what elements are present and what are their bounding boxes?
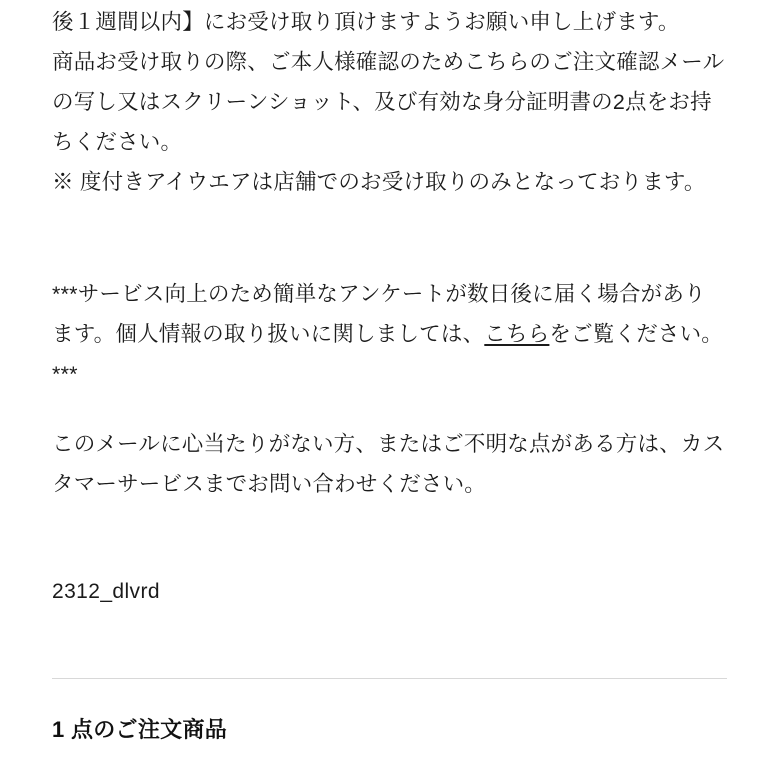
reference-code: 2312_dlvrd — [52, 580, 160, 603]
identification-paragraph: 商品お受け取りの際、ご本人様確認のためこちらのご注文確認メールの写し又はスクリーンショット、及び有効な身分証明書の2点をお持ちください。 — [52, 50, 725, 154]
spacer-after-survey-notice — [52, 394, 727, 424]
pickup-deadline-paragraph: 後１週間以内】にお受け取り頂けますようお願い申し上げます。 — [52, 10, 680, 34]
spacer-before-reference-code — [52, 504, 727, 554]
order-items-heading: 1 点のご注文商品 — [52, 717, 228, 742]
spacer-before-divider — [52, 630, 727, 678]
prescription-eyewear-paragraph: ※ 度付きアイウエアは店舗でのお受け取りのみとなっております。 — [52, 170, 706, 194]
pickup-instructions-block — [52, 0, 727, 202]
survey-notice-paragraph — [52, 274, 727, 394]
survey-notice-tail: をご覧ください。*** — [52, 322, 724, 386]
spacer-after-pickup-block — [52, 202, 727, 274]
contact-notice-paragraph: このメールに心当たりがない方、またはご不明な点がある方は、カスタマーサービスまでお問い合わせください。 — [52, 432, 725, 496]
spacer-after-divider — [52, 679, 727, 713]
privacy-policy-link[interactable]: こちら — [484, 322, 550, 346]
survey-notice-lead: ***サービス向上のため簡単なアンケートが数日後に届く場合があります。個人情報の取り扱いに関しましては、 — [52, 282, 706, 346]
